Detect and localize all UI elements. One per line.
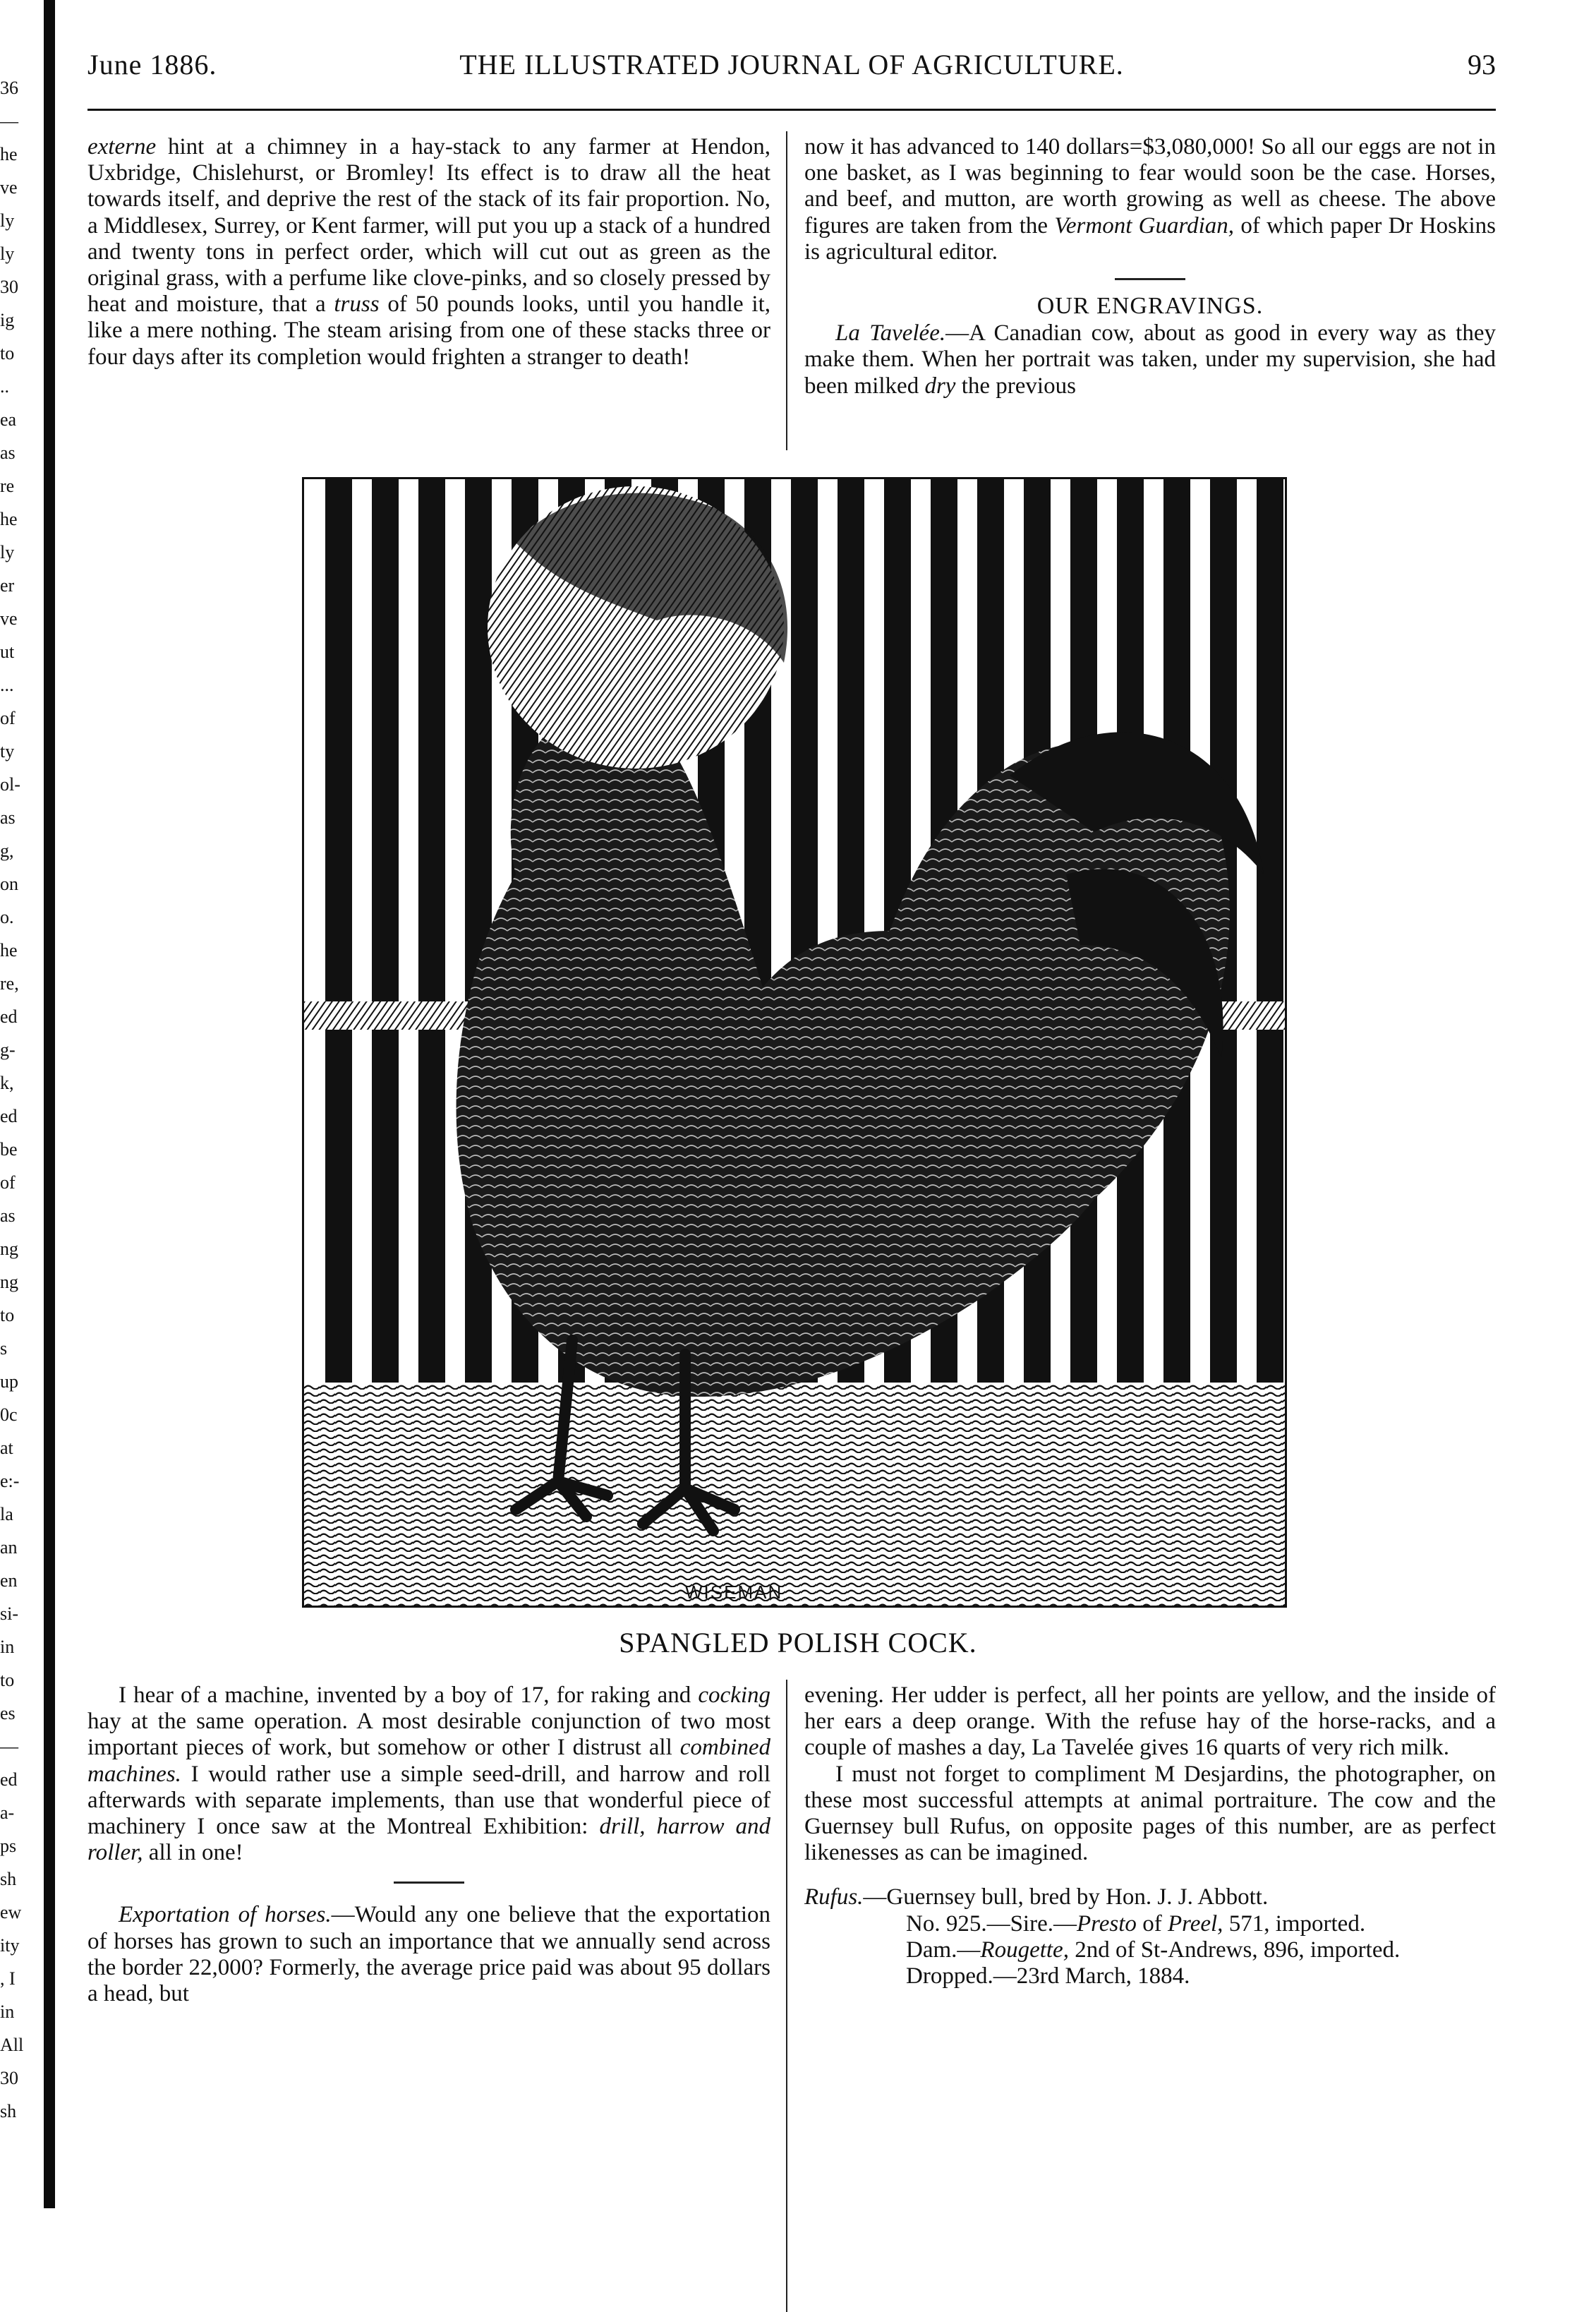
header-rule <box>87 109 1496 111</box>
text-run: I would rather use a simple seed-drill, and harrow and roll afterwards with separate implements, than use that wonderful piece of machinery I once saw at the Montreal Exhibition: <box>87 1761 770 1840</box>
emphasis-presto: Presto <box>1077 1910 1137 1937</box>
rufus-sire <box>804 1911 1496 1937</box>
emphasis-preel: Preel, <box>1167 1910 1223 1937</box>
margin-fragment: sh <box>0 2101 17 2121</box>
text-run: hint at a chimney in a hay-stack to any farmer at Hendon, Uxbridge, Chislehurst, or Bromley! Its effect is to draw all the heat towards itself, and deprive the rest of the stack of its fair proportion. No, a Middlesex, Surrey, or Kent farmer, will put you up a stack of a hundred and twenty tons in perfect order, which will cut out as green as the original grass, with a perfume like clove-pinks, and so closely pressed by heat and moisture, that a <box>87 134 770 318</box>
margin-fragment: on <box>0 874 18 894</box>
margin-fragment: as <box>0 1205 16 1226</box>
margin-fragment: a- <box>0 1802 15 1823</box>
bottom-left-column <box>87 1682 770 2007</box>
margin-fragment: o. <box>0 907 14 927</box>
rooster-engraving <box>302 477 1287 1608</box>
machine-paragraph <box>87 1682 770 1866</box>
margin-fragment: be <box>0 1139 18 1160</box>
emphasis-drill-harrow-roller: drill, harrow and roller, <box>87 1814 770 1866</box>
margin-fragment: up <box>0 1371 18 1392</box>
margin-fragment: ly <box>0 210 15 231</box>
margin-fragment: All <box>0 2035 24 2055</box>
margin-fragment: ut <box>0 642 15 662</box>
margin-fragment: 30 <box>0 2068 18 2088</box>
section-rule <box>1115 278 1185 280</box>
margin-fragment: 36 <box>0 78 18 98</box>
text-run: hay at the same operation. A most desirable conjunction of two most important pieces of work, but somehow or other I distrust all <box>87 1709 770 1761</box>
journal-title: THE ILLUSTRATED JOURNAL OF AGRICULTURE. <box>459 49 1124 80</box>
rufus-entry <box>804 1884 1496 1910</box>
emphasis-truss: truss <box>334 291 380 318</box>
column-divider <box>786 1680 787 2312</box>
margin-fragment: k, <box>0 1073 14 1093</box>
emphasis-cocking: cocking <box>698 1682 770 1708</box>
margin-fragment: to <box>0 343 15 363</box>
margin-fragment: as <box>0 442 16 463</box>
margin-fragment: la <box>0 1504 13 1524</box>
rufus-dam <box>804 1937 1496 1963</box>
margin-fragment: as <box>0 807 16 828</box>
top-right-column <box>804 134 1496 399</box>
margin-fragment: si- <box>0 1603 18 1624</box>
emphasis-la-tavelee: La Tavelée. <box>835 320 946 347</box>
margin-fragment: g, <box>0 841 14 861</box>
margin-fragment: ity <box>0 1935 20 1956</box>
emphasis-rufus: Rufus. <box>804 1884 864 1910</box>
exportation-paragraph <box>87 1902 770 2007</box>
udder-paragraph: evening. Her udder is perfect, all her points are yellow, and the inside of her ears a deep orange. With the refuse hay of the horse-racks, and a couple of mashes a day, La Tavelée gives 16 quarts of very rich milk. <box>804 1682 1496 1761</box>
text-run: —A Canadian cow, about as good in every way as they make them. When her portrait was taken, under my supervision, she had been milked <box>804 320 1496 399</box>
rooster-illustration <box>304 479 1285 1606</box>
margin-fragment: ve <box>0 177 18 198</box>
stack-paragraph <box>87 134 770 371</box>
top-left-column <box>87 134 770 371</box>
margin-fragment: — <box>0 1736 18 1757</box>
margin-fragment: ed <box>0 1106 18 1126</box>
text-run: now it has advanced to 140 dollars=$3,080,000! So all our eggs are not in one basket, as I was beginning to fear would soon be the case. Horses, and beef, and mutton, are worth growing as well as cheese. The above figures are taken from the <box>804 134 1496 239</box>
margin-fragment: of <box>0 708 16 728</box>
margin-fragment: g- <box>0 1040 16 1060</box>
margin-fragment: 30 <box>0 277 18 297</box>
rufus-dropped: Dropped.—23rd March, 1884. <box>906 1963 1190 1989</box>
margin-fragment: ea <box>0 409 17 430</box>
engraving-caption: SPANGLED POLISH COCK. <box>619 1627 977 1658</box>
margin-fragment: sh <box>0 1869 17 1889</box>
margin-fragment: ... <box>0 675 14 695</box>
margin-fragment: ve <box>0 608 18 629</box>
section-heading: OUR ENGRAVINGS. <box>1036 293 1264 320</box>
margin-fragment: s <box>0 1338 8 1359</box>
margin-fragment: ty <box>0 741 15 761</box>
emphasis-dry: dry <box>924 373 956 399</box>
emphasis-externe: externe <box>87 134 157 159</box>
margin-fragment: an <box>0 1537 18 1558</box>
margin-fragment: ed <box>0 1006 18 1027</box>
export-figures-paragraph <box>804 134 1496 265</box>
page-number: 93 <box>1468 49 1496 80</box>
margin-fragment: at <box>0 1438 13 1458</box>
emphasis-rougette: Rougette, <box>980 1937 1069 1963</box>
margin-fragment: ly <box>0 542 15 562</box>
la-tavelee-paragraph <box>804 320 1496 399</box>
margin-fragment: 0c <box>0 1404 18 1425</box>
text-run: I hear of a machine, invented by a boy of 17, for raking and <box>119 1682 699 1708</box>
margin-fragment: er <box>0 575 15 596</box>
margin-fragment: he <box>0 144 18 164</box>
text-run: the previous <box>955 373 1076 399</box>
margin-fragment: to <box>0 1305 15 1325</box>
column-divider <box>786 131 787 450</box>
margin-fragment: ig <box>0 310 15 330</box>
margin-fragment: — <box>0 111 18 131</box>
section-rule <box>394 1881 464 1884</box>
text-run: of 50 pounds looks, until you handle it, like a mere nothing. The steam arising from one of these stacks three or four days after its completion would frighten a stranger to death! <box>87 291 770 370</box>
running-header <box>87 48 1496 88</box>
margin-fragment: ps <box>0 1836 17 1856</box>
text-run: Dam.— <box>906 1937 981 1963</box>
margin-fragment: re <box>0 476 15 496</box>
margin-fragment: ed <box>0 1769 18 1790</box>
margin-fragment: to <box>0 1670 15 1690</box>
margin-fragment: he <box>0 509 18 529</box>
emphasis-vermont-guardian: Vermont Guardian, <box>1054 212 1235 239</box>
margin-fragment: .. <box>0 376 9 397</box>
header-date: June 1886. <box>87 49 217 80</box>
bottom-right-column <box>804 1682 1496 1989</box>
text-run: 2nd of St-Andrews, 896, imported. <box>1068 1937 1401 1963</box>
photographer-paragraph: I must not forget to compliment M Desjardins, the photographer, on these most successful attempts at animal portraiture. The cow and the Guernsey bull Rufus, on opposite pages of this number, are as perfect likenesses as can be imagined. <box>804 1761 1496 1866</box>
text-run: all in one! <box>143 1840 243 1866</box>
margin-fragment: , I <box>0 1968 16 1989</box>
margin-fragment: he <box>0 940 18 961</box>
margin-fragment: ol- <box>0 774 20 795</box>
text-run: —Guernsey bull, bred by Hon. J. J. Abbott. <box>863 1884 1269 1910</box>
margin-fragment: e:- <box>0 1471 20 1491</box>
margin-fragment: in <box>0 1637 15 1657</box>
margin-fragment: in <box>0 2001 15 2022</box>
text-run: 571, imported. <box>1223 1910 1366 1937</box>
binding-edge <box>44 0 55 2208</box>
margin-fragment: ly <box>0 243 15 264</box>
text-run: No. 925.—Sire.— <box>906 1910 1077 1937</box>
emphasis-exportation-of-horses: Exportation of horses. <box>119 1902 332 1928</box>
ground-straw <box>304 1383 1285 1606</box>
engraver-signature: WISEMAN <box>685 1582 783 1603</box>
emphasis-combined-machines: combined machines. <box>87 1735 770 1787</box>
margin-fragment: ng <box>0 1239 18 1259</box>
margin-fragment: of <box>0 1172 16 1193</box>
margin-fragment: ew <box>0 1902 22 1922</box>
text-run: of <box>1136 1910 1168 1937</box>
margin-fragment: re, <box>0 973 19 994</box>
margin-fragment: en <box>0 1570 18 1591</box>
margin-fragment: ng <box>0 1272 18 1292</box>
text-run: —Would any one believe that the exportation of horses has grown to such an importance that we annually send across the border 22,000? Formerly, the average price paid was about 95 dollars a head, but <box>87 1902 770 2007</box>
margin-fragment: es <box>0 1703 16 1723</box>
text-run: of which paper Dr Hoskins is agricultural editor. <box>804 212 1496 265</box>
